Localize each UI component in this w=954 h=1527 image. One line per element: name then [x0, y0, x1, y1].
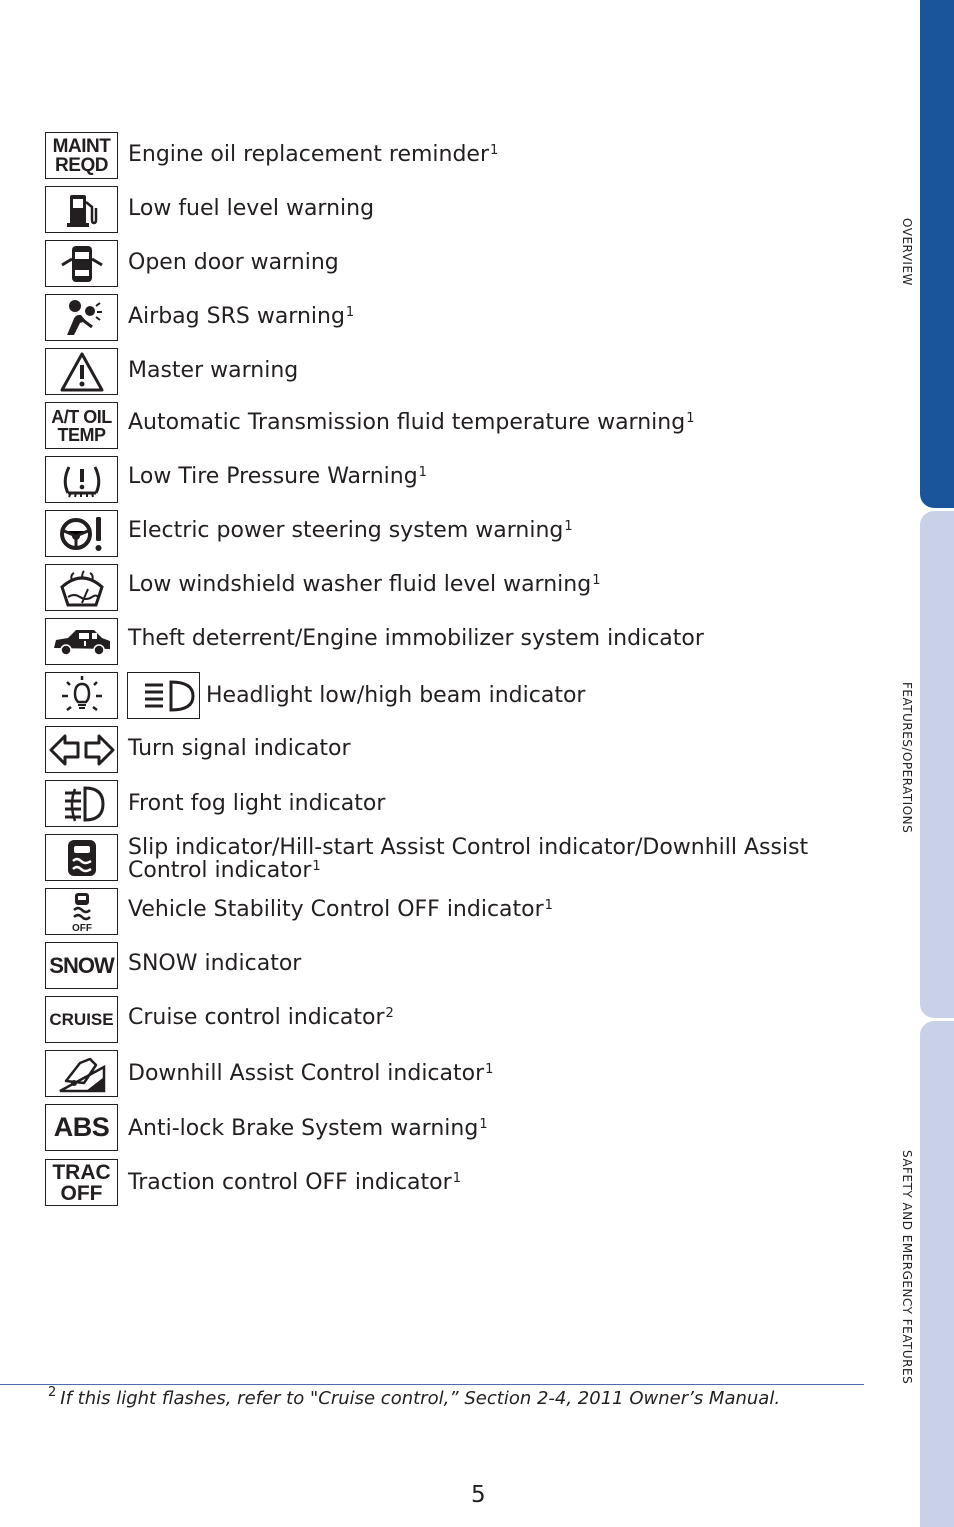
indicator-label: Open door warning — [128, 250, 339, 275]
indicator-label: Traction control OFF indicator$^1$ — [128, 1170, 461, 1195]
page-number: 5 — [471, 1482, 486, 1508]
at-oil-temp-icon — [45, 402, 118, 449]
indicator-label: Headlight low/high beam indicator — [206, 683, 586, 708]
icon-label-line: OFF — [60, 1181, 103, 1205]
icon-label-line: A/T OIL — [51, 406, 112, 427]
indicator-label: Front fog light indicator — [128, 791, 386, 816]
indicator-label: Vehicle Stability Control OFF indicator$^1$ — [128, 897, 553, 922]
icon-label-line: CRUISE — [49, 1010, 114, 1029]
indicator-label: Electric power steering system warning$^1$ — [128, 518, 573, 543]
downhill-assist-icon — [45, 1050, 118, 1097]
vsc-off-icon — [45, 888, 118, 935]
indicator-label: Low Tire Pressure Warning$^1$ — [128, 464, 427, 489]
tab-overview[interactable] — [920, 0, 954, 508]
indicator-label: Downhill Assist Control indicator$^1$ — [128, 1061, 494, 1086]
theft-deterrent-car-icon — [45, 618, 118, 665]
icon-label-line: TEMP — [57, 424, 106, 445]
indicator-label: Slip indicator/Hill-start Assist Control indicator/Downhill Assist — [128, 835, 809, 860]
tab-features-operations[interactable] — [920, 511, 954, 1018]
high-beam-icon — [127, 672, 200, 719]
icon-label-line: REQD — [55, 154, 108, 176]
icon-label-line: MAINT — [52, 135, 111, 157]
fog-light-icon — [45, 780, 118, 827]
indicator-label: Automatic Transmission fluid temperature warning$^1$ — [128, 410, 695, 435]
washer-fluid-icon — [45, 564, 118, 611]
indicator-label-continued: Control indicator$^1$ — [128, 858, 321, 883]
indicator-label: Low windshield washer fluid level warning$^1$ — [128, 572, 601, 597]
footnote-number: 2 — [48, 1385, 57, 1400]
abs-icon — [45, 1104, 118, 1151]
tab-safety-emergency[interactable] — [920, 1021, 954, 1527]
slip-indicator-icon — [45, 834, 118, 881]
open-door-icon — [45, 240, 118, 287]
trac-off-icon — [45, 1159, 118, 1206]
master-warning-icon — [45, 348, 118, 395]
indicator-label: Cruise control indicator$^2$ — [128, 1005, 394, 1030]
turn-signal-icon — [45, 726, 118, 773]
icon-label-line: SNOW — [49, 952, 114, 978]
indicator-label: Turn signal indicator — [128, 736, 351, 761]
footnote-rule — [0, 1384, 864, 1385]
indicator-label: Airbag SRS warning$^1$ — [128, 304, 355, 329]
footnote — [48, 1385, 781, 1409]
tire-pressure-icon — [45, 456, 118, 503]
steering-warning-icon — [45, 510, 118, 557]
snow-icon — [45, 942, 118, 989]
headlight-icon — [45, 672, 118, 719]
fuel-pump-icon — [45, 186, 118, 233]
indicator-label: Theft deterrent/Engine immobilizer system indicator — [128, 626, 704, 651]
icon-label-line: ABS — [53, 1112, 110, 1142]
tab-label-overview: OVERVIEW — [900, 218, 914, 286]
indicator-label: Master warning — [128, 358, 299, 383]
indicator-label: Anti-lock Brake System warning$^1$ — [128, 1116, 488, 1141]
icon-label-line: TRAC — [52, 1160, 111, 1184]
airbag-icon — [45, 294, 118, 341]
tab-label-safety-emergency: SAFETY AND EMERGENCY FEATURES — [900, 1150, 914, 1385]
icon-label-line: OFF — [71, 922, 92, 934]
indicator-label: SNOW indicator — [128, 951, 302, 976]
indicator-label: Engine oil replacement reminder$^1$ — [128, 142, 499, 167]
cruise-icon — [45, 996, 118, 1043]
footnote-text: If this light flashes, refer to "Cruise control,” Section 2-4, 2011 Owner’s Manual. — [60, 1388, 781, 1409]
maint-reqd-icon — [45, 132, 118, 179]
indicator-label: Low fuel level warning — [128, 196, 375, 221]
tab-label-features-operations: FEATURES/OPERATIONS — [900, 682, 914, 834]
